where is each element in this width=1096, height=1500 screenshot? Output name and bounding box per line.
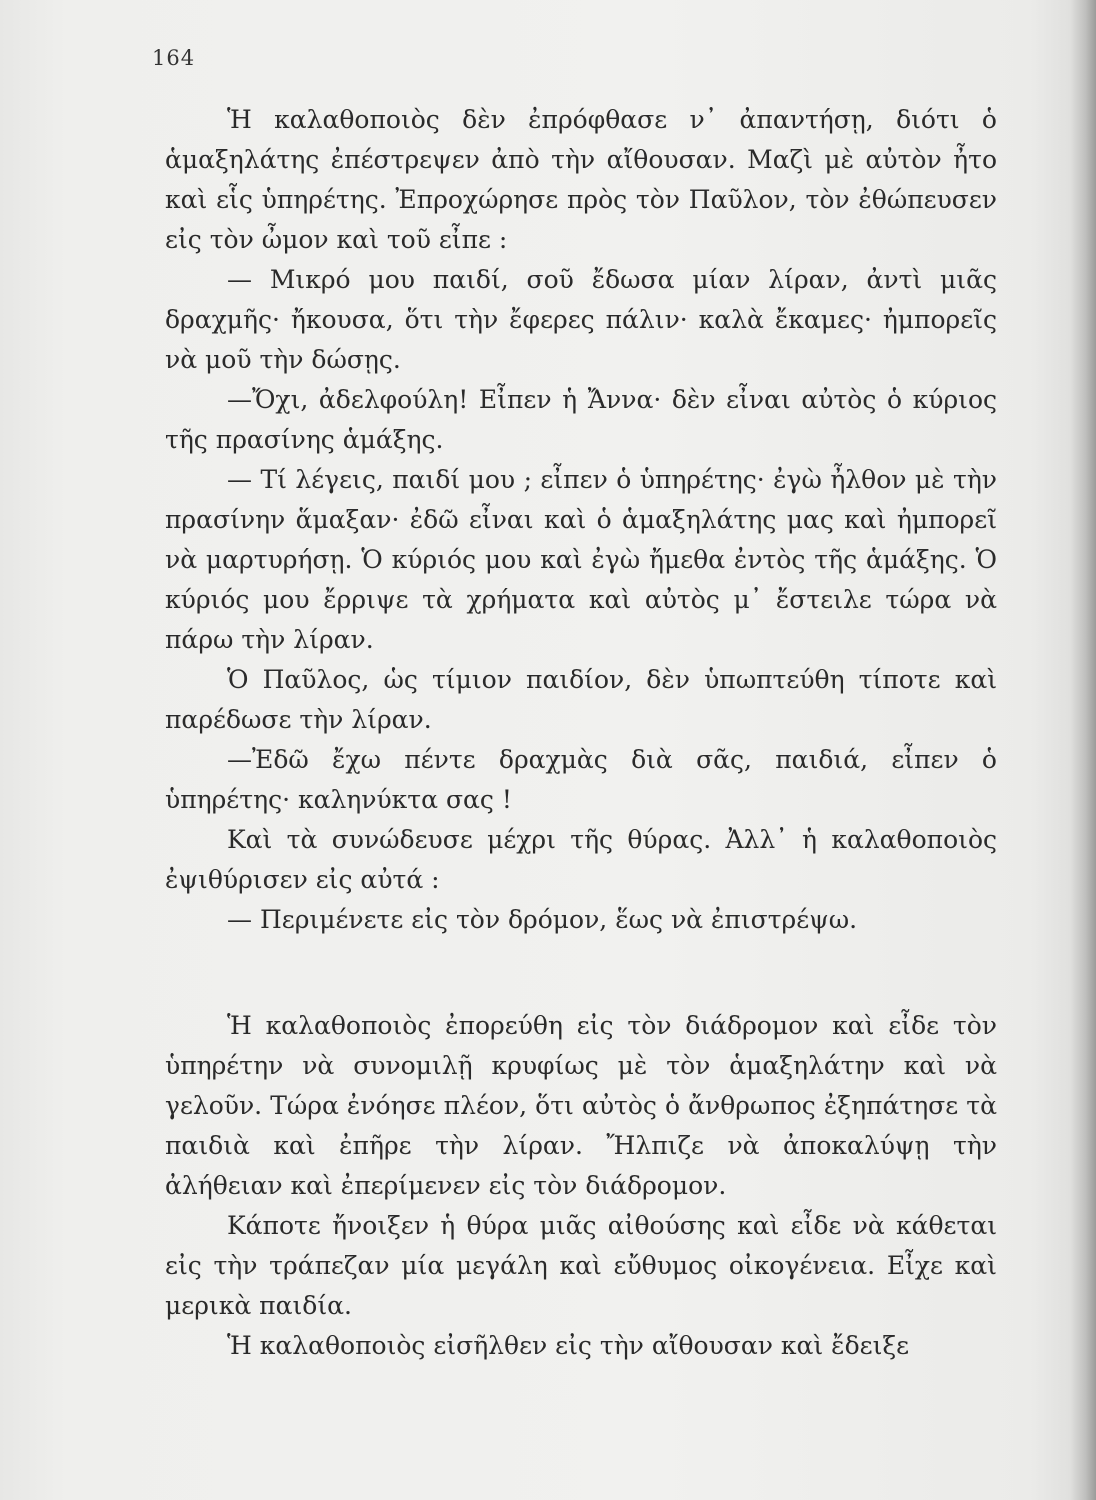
page-number: 164 bbox=[152, 46, 196, 70]
paragraph: — Περιμένετε εἰς τὸν δρόμον, ἕως νὰ ἐπιστρέψω. bbox=[227, 905, 858, 934]
paragraph: Καὶ τὰ συνώδευσε μέχρι τῆς θύρας. Ἀλλ᾽ ἡ καλαθοποιὸς ἐψιθύρισεν εἰς αὐτά : bbox=[165, 825, 997, 894]
paragraph: —Ὄχι, ἀδελφούλη! Εἶπεν ἡ Ἄννα· δὲν εἶναι αὐτὸς ὁ κύριος τῆς πρασίνης ἁμάξης. bbox=[165, 385, 997, 454]
paragraph: Ἡ καλαθοποιὸς εἰσῆλθεν εἰς τὴν αἴθουσαν καὶ ἔδειξε bbox=[227, 1331, 910, 1360]
paragraph: — Τί λέγεις, παιδί μου ; εἶπεν ὁ ὑπηρέτης· ἐγὼ ἦλθον μὲ τὴν πρασίνην ἅμαξαν· ἐδῶ εἶναι καὶ ὁ ἁμαξηλάτης μας καὶ ἠμπορεῖ νὰ μαρτυρήσῃ. Ὁ κύριός μου καὶ ἐγὼ ἤμεθα ἐντὸς τῆς ἁμάξης. Ὁ κύριός μου ἔρριψε τὰ χρήματα καὶ αὐτὸς μ᾽ ἔστειλε τώρα νὰ πάρω τὴν λίραν. bbox=[165, 465, 997, 654]
paragraph: Ἡ καλαθοποιὸς ἐπορεύθη εἰς τὸν διάδρομον καὶ εἶδε τὸν ὑπηρέτην νὰ συνομιλῇ κρυφίως μὲ τὸν ἁμαξηλάτην καὶ νὰ γελοῦν. Τώρα ἐνόησε πλέον, ὅτι αὐτὸς ὁ ἄνθρωπος ἐξηπάτησε τὰ παιδιὰ καὶ ἐπῆρε τὴν λίραν. Ἤλπιζε νὰ ἀποκαλύψῃ τὴν ἀλήθειαν καὶ ἐπερίμενεν εἰς τὸν διάδρομον. bbox=[165, 1011, 997, 1200]
paragraph: Ἡ καλαθοποιὸς δὲν ἐπρόφθασε ν᾽ ἀπαντήσῃ, διότι ὁ ἁμαξηλάτης ἐπέστρεψεν ἀπὸ τὴν αἴθουσαν. Μαζὶ μὲ αὐτὸν ἦτο καὶ εἷς ὑπηρέτης. Ἐπροχώρησε πρὸς τὸν Παῦλον, τὸν ἐθώπευσεν εἰς τὸν ὦμον καὶ τοῦ εἶπε : bbox=[165, 105, 997, 254]
paragraph: Κάποτε ἤνοιξεν ἡ θύρα μιᾶς αἰθούσης καὶ εἶδε νὰ κάθεται εἰς τὴν τράπεζαν μία μεγάλη καὶ εὔθυμος οἰκογένεια. Εἶχε καὶ μερικὰ παιδία. bbox=[165, 1211, 997, 1320]
text-section-one bbox=[165, 100, 997, 940]
text-section-two bbox=[165, 1006, 997, 1366]
page-edge-shadow bbox=[1070, 0, 1096, 1500]
paragraph: — Μικρό μου παιδί, σοῦ ἔδωσα μίαν λίραν, ἀντὶ μιᾶς δραχμῆς· ἤκουσα, ὅτι τὴν ἔφερες πάλιν· καλὰ ἔκαμες· ἠμπορεῖς νὰ μοῦ τὴν δώσῃς. bbox=[165, 265, 997, 374]
paragraph: —Ἐδῶ ἔχω πέντε δραχμὰς διὰ σᾶς, παιδιά, εἶπεν ὁ ὑπηρέτης· καληνύκτα σας ! bbox=[165, 745, 997, 814]
paragraph: Ὁ Παῦλος, ὡς τίμιον παιδίον, δὲν ὑπωπτεύθη τίποτε καὶ παρέδωσε τὴν λίραν. bbox=[165, 665, 997, 734]
